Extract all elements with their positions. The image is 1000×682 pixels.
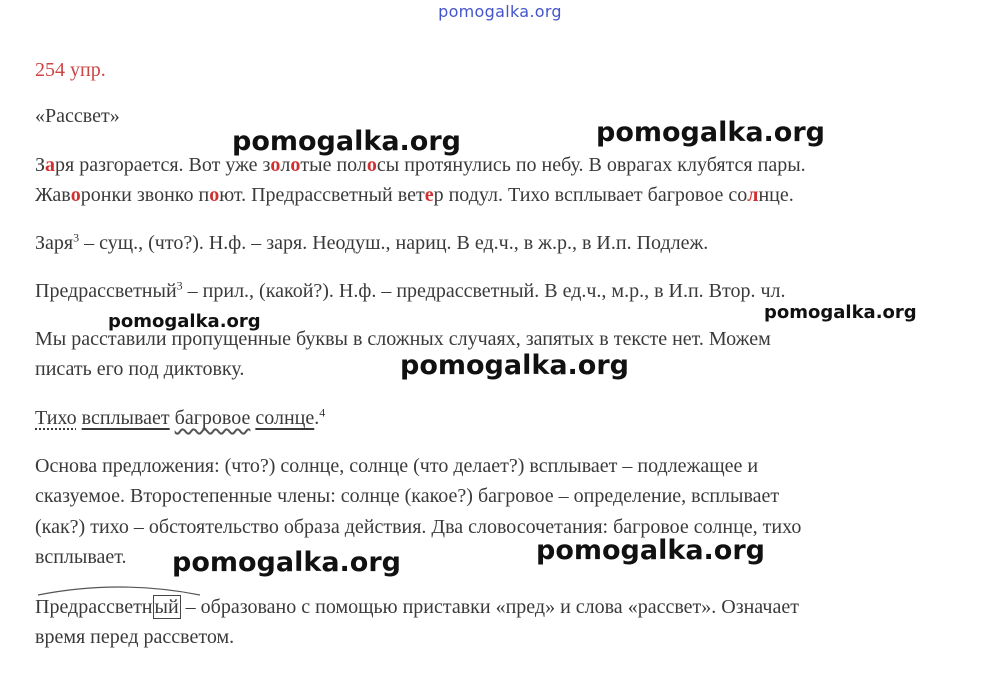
parse-word: Заря [35, 232, 74, 254]
inserted-letter: о [70, 184, 81, 206]
watermark: pomogalka.org [400, 350, 629, 381]
note-line-1: Мы расставили пропущенные буквы в сложных случаях, запятых в тексте нет. Можем [35, 328, 771, 350]
adverbial-word: Тихо [35, 407, 77, 429]
inserted-letter: л [747, 184, 759, 206]
text-fragment: З [35, 154, 46, 176]
inserted-letter: о [290, 154, 301, 176]
text-fragment: тые пол [300, 154, 367, 176]
morph-line-1 [35, 593, 799, 621]
morph-root: Предрассветн [35, 596, 153, 618]
inserted-letter: о [270, 154, 281, 176]
inserted-letter: е [424, 184, 434, 206]
text-fragment: ронки звонко п [80, 184, 210, 206]
text-fragment: нце. [758, 184, 794, 206]
note-line-2: писать его под диктовку. [35, 358, 245, 380]
inserted-letter: а [45, 154, 56, 176]
watermark: pomogalka.org [108, 311, 261, 332]
parse-zarya [35, 229, 708, 257]
text-line-2 [35, 181, 794, 209]
parse-predrassvetny [35, 277, 786, 305]
text-fragment: р подул. Тихо всплывает багровое со [433, 184, 748, 206]
text-fragment: л [280, 154, 291, 176]
watermark: pomogalka.org [764, 302, 917, 323]
inserted-letter: о [209, 184, 220, 206]
watermark: pomogalka.org [596, 117, 825, 148]
analysis-line-1: Основа предложения: (что?) солнце, солнце (что делает?) всплывает – подлежащее и [35, 455, 759, 477]
parse-word: Предрассветный [35, 280, 177, 302]
text-fragment: сы протянулись по небу. В оврагах клубятся пары. [376, 154, 806, 176]
text-fragment: ря разгорается. Вот уже з [55, 154, 271, 176]
morph-description: – образовано с помощью приставки «пред» и слова «рассвет». Означает [180, 596, 799, 618]
analysis-line-2: сказуемое. Второстепенные члены: солнце (какое?) багровое – определение, всплывает [35, 485, 780, 507]
watermark: pomogalka.org [232, 126, 461, 157]
parse-index: 3 [176, 278, 183, 293]
analysis-line-3: (как?) тихо – обстоятельство образа действия. Два словосочетания: багровое солнце, тихо [35, 516, 802, 538]
sentence-index: 4 [319, 405, 326, 420]
site-header-link[interactable]: pomogalka.org [438, 2, 562, 21]
predicate-word: всплывает [81, 407, 170, 429]
text-fragment: ют. Предрассветный вет [219, 184, 425, 206]
watermark: pomogalka.org [536, 535, 765, 566]
text-fragment: Жав [35, 184, 71, 206]
subject-word: солнце [255, 407, 315, 429]
sentence-parse [35, 404, 325, 432]
inserted-letter: о [366, 154, 377, 176]
sentence-end: . [314, 407, 320, 429]
watermark: pomogalka.org [172, 547, 401, 578]
morph-line-2: время перед рассветом. [35, 626, 235, 648]
parse-index: 3 [73, 230, 80, 245]
exercise-number [35, 56, 106, 84]
parse-description: – прил., (какой?). Н.ф. – предрассветный. В ед.ч., м.р., в И.п. Втор. чл. [182, 280, 786, 302]
text-title: «Рассвет» [35, 105, 120, 127]
parse-description: – сущ., (что?). Н.ф. – заря. Неодуш., нариц. В ед.ч., в ж.р., в И.п. Подлеж. [79, 232, 709, 254]
attribute-word: багровое [174, 407, 251, 429]
morph-ending-box: ый [154, 596, 179, 618]
exercise-label: 254 упр. [35, 59, 106, 81]
analysis-line-4: всплывает. [35, 546, 127, 568]
